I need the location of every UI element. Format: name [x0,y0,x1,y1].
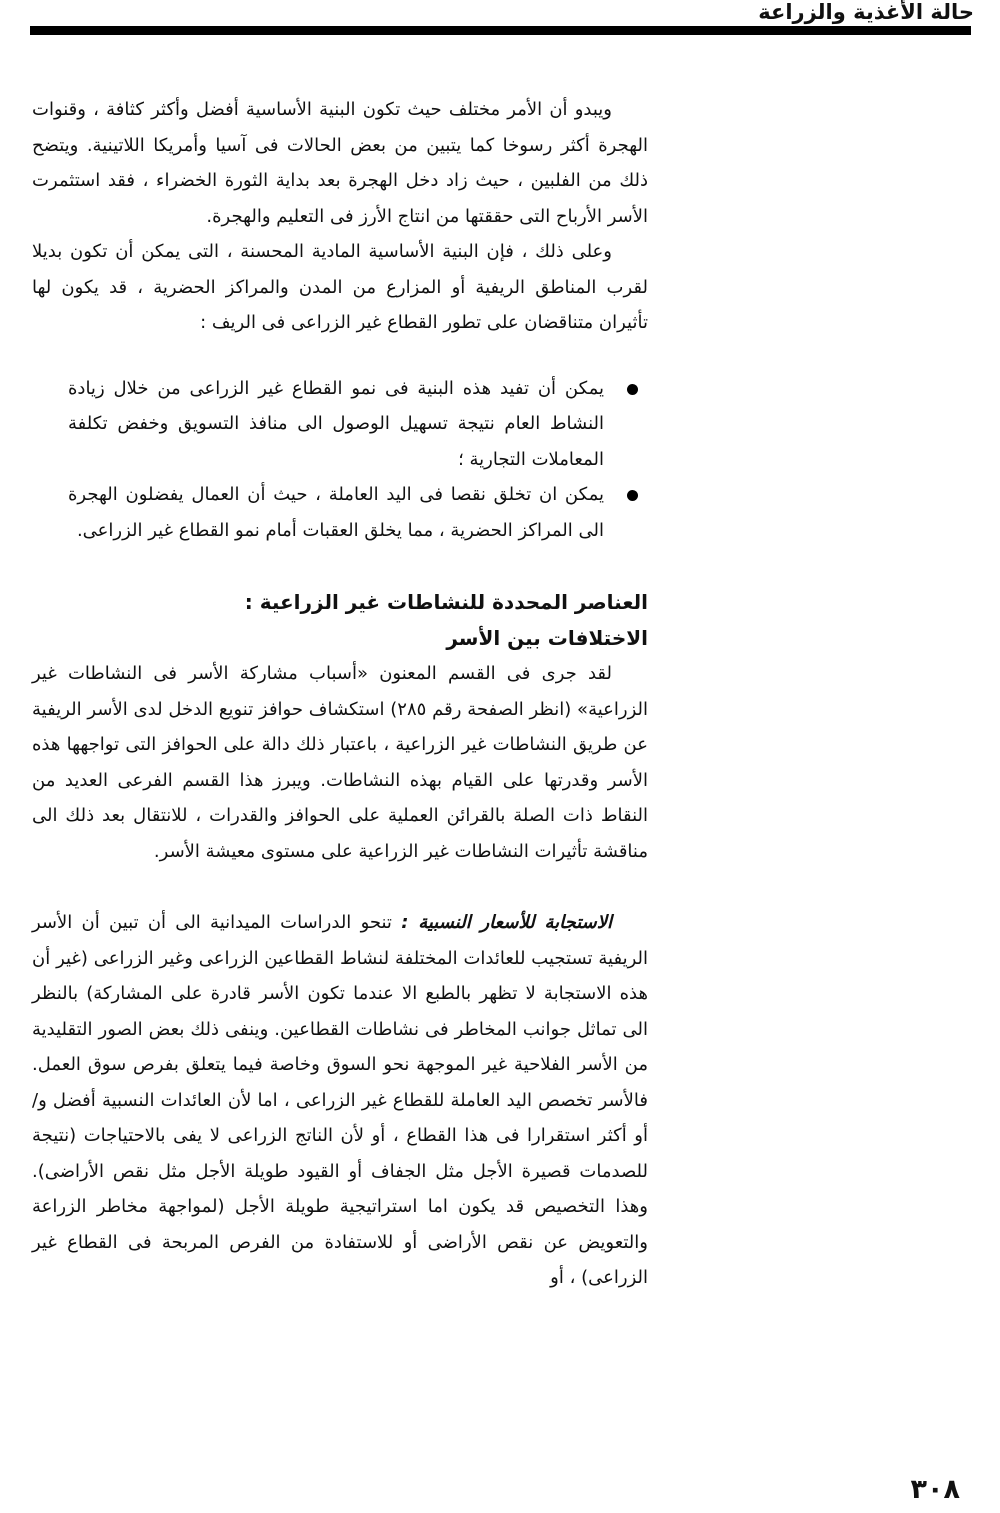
bullet-item [68,477,604,548]
running-header: حالة الأغذية والزراعة [758,0,974,24]
paragraph-4-term: الاستجابة للأسعار النسبية : [401,912,612,933]
bullet-dot-icon [627,490,638,501]
page-number: ٣٠٨ [910,1474,960,1505]
header-rule [30,26,971,35]
section-heading: العناصر المحددة للنشاطات غير الزراعية : [244,590,648,614]
spacer [32,548,648,584]
paragraph-2: وعلى ذلك ، فإن البنية الأساسية المادية المحسنة ، التى يمكن أن تكون بديلا لقرب المناطق الريفية أو المزارع من المدن والمراكز الحضرية ، قد يكون لها تأثيران متناقضان على تطور القطاع غير الزراعى فى الريف : [32,241,648,333]
paragraph-1: ويبدو أن الأمر مختلف حيث تكون البنية الأساسية أفضل وأكثر كثافة ، وقنوات الهجرة أكثر رسوخا كما يتبين من بعض الحالات فى آسيا وأمريكا اللاتينية. ويتضح ذلك من الفلبين ، حيث زاد دخل الهجرة بعد بداية الثورة الخضراء ، فقد استثمرت الأسر الأرباح التى حققتها من انتاج الأرز فى التعليم والهجرة. [32,99,648,227]
paragraph-3: لقد جرى فى القسم المعنون «أسباب مشاركة الأسر فى النشاطات غير الزراعية» (انظر الصفحة رقم ٢٨٥) استكشاف حوافز تنويع الدخل لدى الأسر الريفية عن طريق النشاطات غير الزراعية ، باعتبار ذلك دالة على الحوافز التى تواجهها هذه الأسر وقدرتها على القيام بهذه النشاطات. ويبرز هذا القسم الفرعى العديد من النقاط ذات الصلة بالقرائن العملية على الحوافز والقدرات ، للانتقال بعد ذلك الى مناقشة تأثيرات النشاطات غير الزراعية على مستوى معيشة الأسر. [32,663,648,862]
spacer [32,869,648,905]
bullet-text: يمكن أن تفيد هذه البنية فى نمو القطاع غير الزراعى من خلال زيادة النشاط العام نتيجة تسهيل الوصول الى منافذ التسويق وخفض تكلفة المعاملات التجارية ؛ [68,377,604,470]
bullet-dot-icon [627,384,638,395]
spacer [32,341,648,371]
paragraph-4 [32,905,648,1296]
section-subheading: الاختلافات بين الأسر [446,626,648,650]
bullet-list [32,371,648,549]
bullet-item [68,371,604,478]
page-content [32,92,648,1296]
bullet-text: يمكن ان تخلق نقصا فى اليد العاملة ، حيث أن العمال يفضلون الهجرة الى المراكز الحضرية ، مما يخلق العقبات أمام نمو القطاع غير الزراعى. [68,484,604,541]
paragraph-4-text: تنحو الدراسات الميدانية الى أن تبين أن الأسر الريفية تستجيب للعائدات المختلفة لنشاط القطاعين الزراعى وغير الزراعى (غير أن هذه الاستجابة لا تظهر بالطبع الا عندما تكون الأسر قادرة على المشاركة) بالنظر الى تماثل جوانب المخاطر فى نشاطات القطاعين. وينفى ذلك بعض الصور التقليدية من الأسر الفلاحية غير الموجهة نحو السوق وخاصة فيما يتعلق بفرص سوق العمل. فالأسر تخصص اليد العاملة للقطاع غير الزراعى ، اما لأن العائدات النسبية أفضل و/ أو أكثر استقرارا فى هذا القطاع ، أو لأن الناتج الزراعى لا يفى بالاحتياجات (نتيجة للصدمات قصيرة الأجل مثل الجفاف أو القيود طويلة الأجل مثل نقص الأراضى). وهذا التخصيص قد يكون اما استراتيجية طويلة الأجل (لمواجهة مخاطر الزراعة والتعويض عن نقص الأراضى أو للاستفادة من الفرص المربحة فى القطاع غير الزراعى) ، أو [32,912,648,1288]
